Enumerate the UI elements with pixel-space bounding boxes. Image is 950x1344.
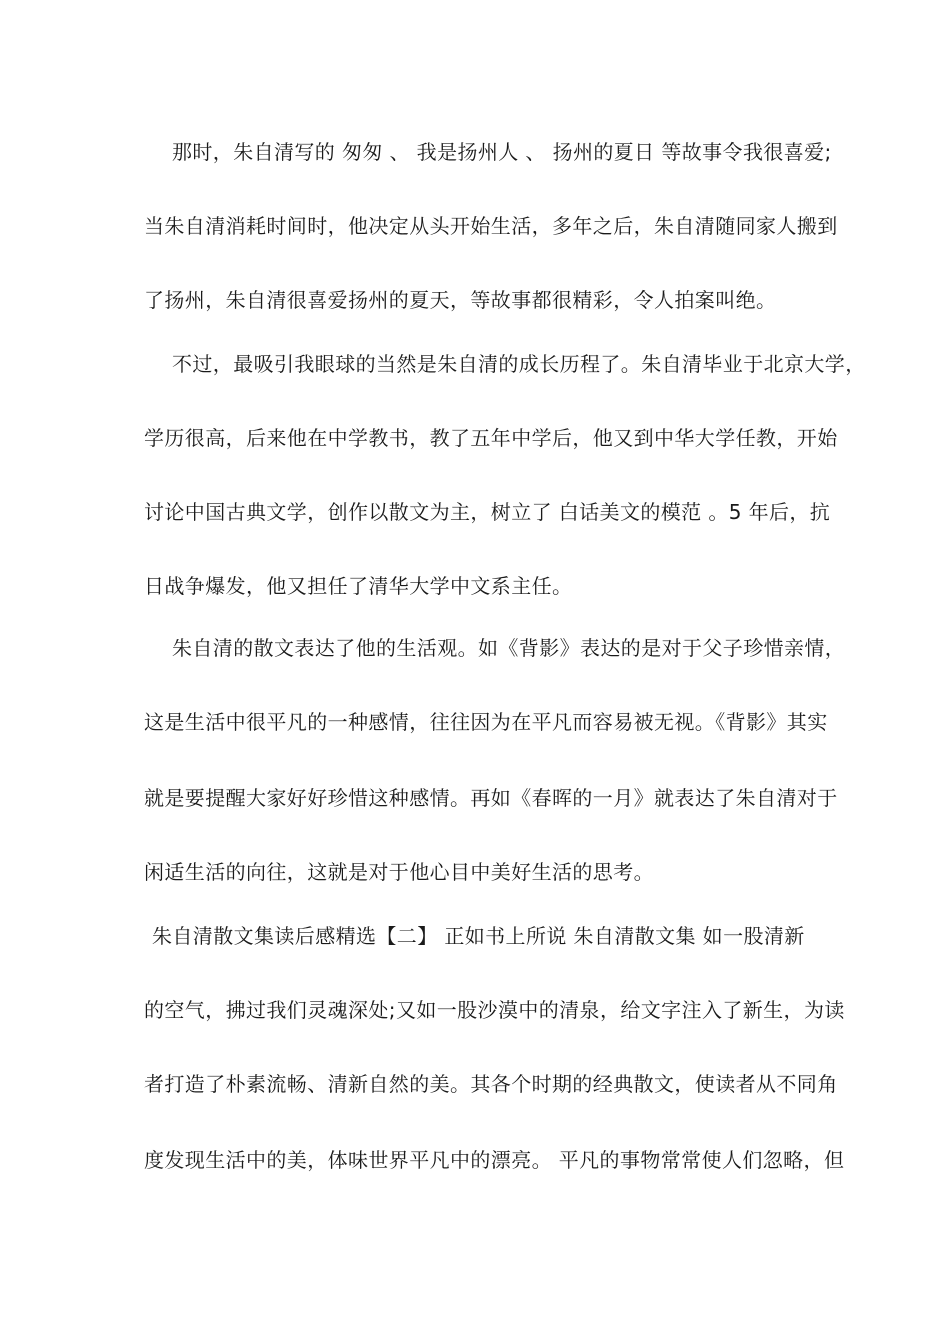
paragraph-1-line-1: 那时，朱自清写的 匆匆 、 我是扬州人 、 扬州的夏日 等故事令我很喜爱; <box>172 140 832 164</box>
paragraph-2-line-3: 讨论中国古典文学，创作以散文为主，树立了 白话美文的模范 。5 年后，抗 <box>144 500 831 524</box>
paragraph-3-line-2: 这是生活中很平凡的一种感情，往往因为在平凡而容易被无视。《背影》其实 <box>144 710 828 734</box>
section-heading-line: 朱自清散文集读后感精选【二】 正如书上所说 朱自清散文集 如一股清新 <box>152 924 805 948</box>
paragraph-2-line-1: 不过，最吸引我眼球的当然是朱自清的成长历程了。朱自清毕业于北京大学， <box>172 352 866 376</box>
paragraph-4-line-2: 的空气，拂过我们灵魂深处;又如一股沙漠中的清泉，给文字注入了新生，为读 <box>144 998 845 1022</box>
paragraph-4-line-3: 者打造了朴素流畅、清新自然的美。其各个时期的经典散文，使读者从不同角 <box>144 1072 838 1096</box>
paragraph-4-line-4: 度发现生活中的美，体味世界平凡中的漂亮。 平凡的事物常常使人们忽略，但 <box>144 1148 845 1172</box>
paragraph-3-line-3: 就是要提醒大家好好珍惜这种感情。再如《春晖的一月》就表达了朱自清对于 <box>144 786 838 810</box>
paragraph-2-line-2: 学历很高，后来他在中学教书，教了五年中学后，他又到中华大学任教，开始 <box>144 426 838 450</box>
paragraph-2-line-4: 日战争爆发，他又担任了清华大学中文系主任。 <box>144 574 573 598</box>
paragraph-3-line-4: 闲适生活的向往，这就是对于他心目中美好生活的思考。 <box>144 860 654 884</box>
paragraph-1-line-3: 了扬州，朱自清很喜爱扬州的夏天，等故事都很精彩，令人拍案叫绝。 <box>144 288 777 312</box>
paragraph-3-line-1: 朱自清的散文表达了他的生活观。如《背影》表达的是对于父子珍惜亲情， <box>172 636 846 660</box>
paragraph-1-line-2: 当朱自清消耗时间时，他决定从头开始生活，多年之后，朱自清随同家人搬到 <box>144 214 838 238</box>
